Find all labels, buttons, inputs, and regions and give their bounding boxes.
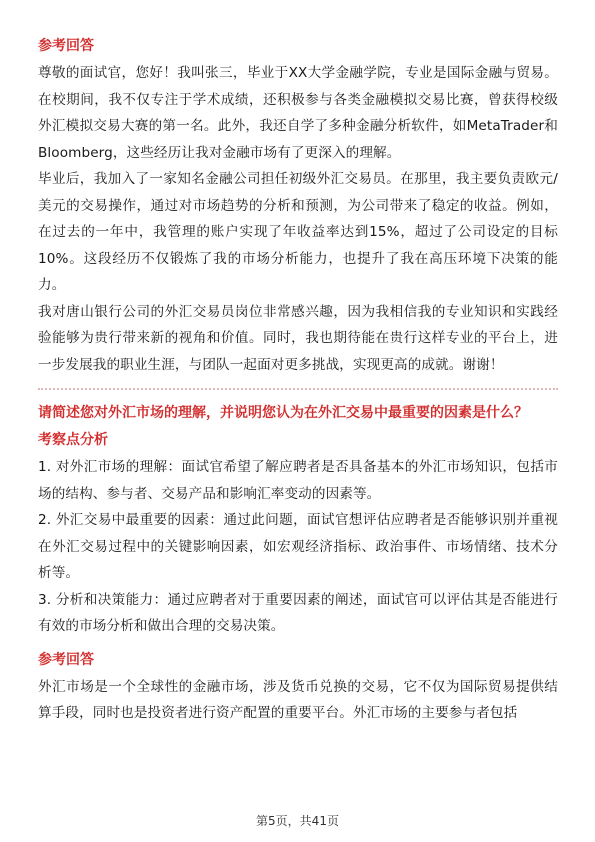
answer-paragraph: 尊敬的面试官，您好！我叫张三，毕业于XX大学金融学院，专业是国际金融与贸易。在校期间，我不仅专注于学术成绩，还积极参与各类金融模拟交易比赛，曾获得校级外汇模拟交易大赛的第一名。此外，我还自学了多种金融分析软件，如MetaTrader和Bloomberg，这些经历让我对金融市场有了更深入的理解。 — [38, 65, 558, 161]
analysis-heading: 考察点分析 — [38, 432, 108, 448]
interview-question: 请简述您对外汇市场的理解，并说明您认为在外汇交易中最重要的因素是什么？ — [38, 405, 528, 421]
answer-paragraph: 毕业后，我加入了一家知名金融公司担任初级外汇交易员。在那里，我主要负责欧元/美元的交易操作，通过对市场趋势的分析和预测，为公司带来了稳定的收益。例如，在过去的一年中，我管理的账户实现了年收益率达到15%，超过了公司设定的目标10%。这段经历不仅锻炼了我的市场分析能力，也提升了我在高压环境下决策的能力。 — [38, 171, 558, 293]
page-number-footer: 第5页，共41页 — [256, 814, 339, 828]
analysis-point: 2. 外汇交易中最重要的因素：通过此问题，面试官想评估应聘者是否能够识别并重视在外汇交易过程中的关键影响因素，如宏观经济指标、政治事件、市场情绪、技术分析等。 — [38, 512, 558, 581]
section-divider — [38, 388, 558, 390]
answer-paragraph: 外汇市场是一个全球性的金融市场，涉及货币兑换的交易，它不仅为国际贸易提供结算手段，同时也是投资者进行资产配置的重要平台。外汇市场的主要参与者包括 — [38, 678, 558, 721]
analysis-point: 3. 分析和决策能力：通过应聘者对于重要因素的阐述，面试官可以评估其是否能进行有效的市场分析和做出合理的交易决策。 — [38, 591, 558, 634]
answer-paragraph: 我对唐山银行公司的外汇交易员岗位非常感兴趣，因为我相信我的专业知识和实践经验能够为贵行带来新的视角和价值。同时，我也期待能在贵行这样专业的平台上，进一步发展我的职业生涯，与团队一起面对更多挑战，实现更高的成就。谢谢！ — [38, 303, 558, 373]
reference-answer-heading: 参考回答 — [38, 38, 94, 54]
reference-answer-heading: 参考回答 — [38, 651, 94, 668]
analysis-point: 1. 对外汇市场的理解：面试官希望了解应聘者是否具备基本的外汇市场知识，包括市场的结构、参与者、交易产品和影响汇率变动的因素等。 — [38, 459, 558, 502]
document-page — [38, 36, 558, 727]
